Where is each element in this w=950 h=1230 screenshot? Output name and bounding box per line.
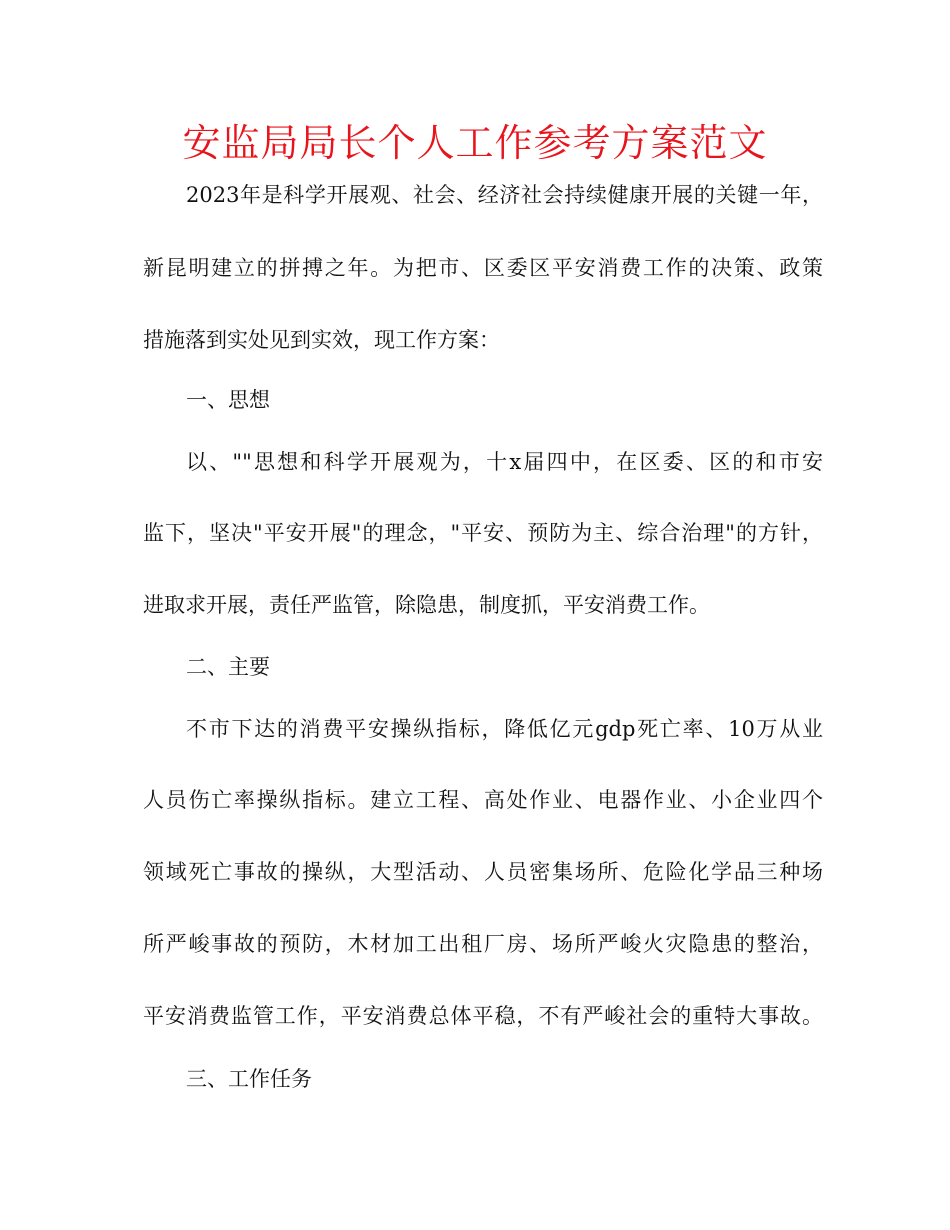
paragraph-line: 2023年是科学开展观、社会、经济社会持续健康开展的关键一年， (186, 183, 823, 207)
paragraph-line: 平安消费监管工作，平安消费总体平稳，不有严峻社会的重特大事故。 (143, 1004, 823, 1028)
paragraph-line: 措施落到实处见到实效，现工作方案： (143, 328, 500, 352)
paragraph-line: 进取求开展，责任严监管，除隐患，制度抓，平安消费工作。 (143, 593, 710, 617)
section-heading: 一、思想 (186, 388, 270, 412)
paragraph-line: 新昆明建立的拼搏之年。为把市、区委区平安消费工作的决策、政策 (143, 256, 823, 280)
paragraph-line: 所严峻事故的预防，木材加工出租厂房、场所严峻火灾隐患的整治， (143, 932, 823, 956)
paragraph-line: 领域死亡事故的操纵，大型活动、人员密集场所、危险化学品三种场 (143, 860, 823, 884)
paragraph-line: 以、""思想和科学开展观为，十x届四中，在区委、区的和市安 (186, 450, 823, 474)
paragraph-line: 监下，坚决"平安开展"的理念，"平安、预防为主、综合治理"的方针， (143, 521, 823, 545)
section-heading: 二、主要 (186, 655, 270, 679)
paragraph-line: 人员伤亡率操纵指标。建立工程、高处作业、电器作业、小企业四个 (143, 788, 823, 812)
document-title: 安监局局长个人工作参考方案范文 (182, 121, 768, 165)
section-heading: 三、工作任务 (186, 1067, 312, 1091)
paragraph-line: 不市下达的消费平安操纵指标，降低亿元gdp死亡率、10万从业 (186, 717, 823, 741)
